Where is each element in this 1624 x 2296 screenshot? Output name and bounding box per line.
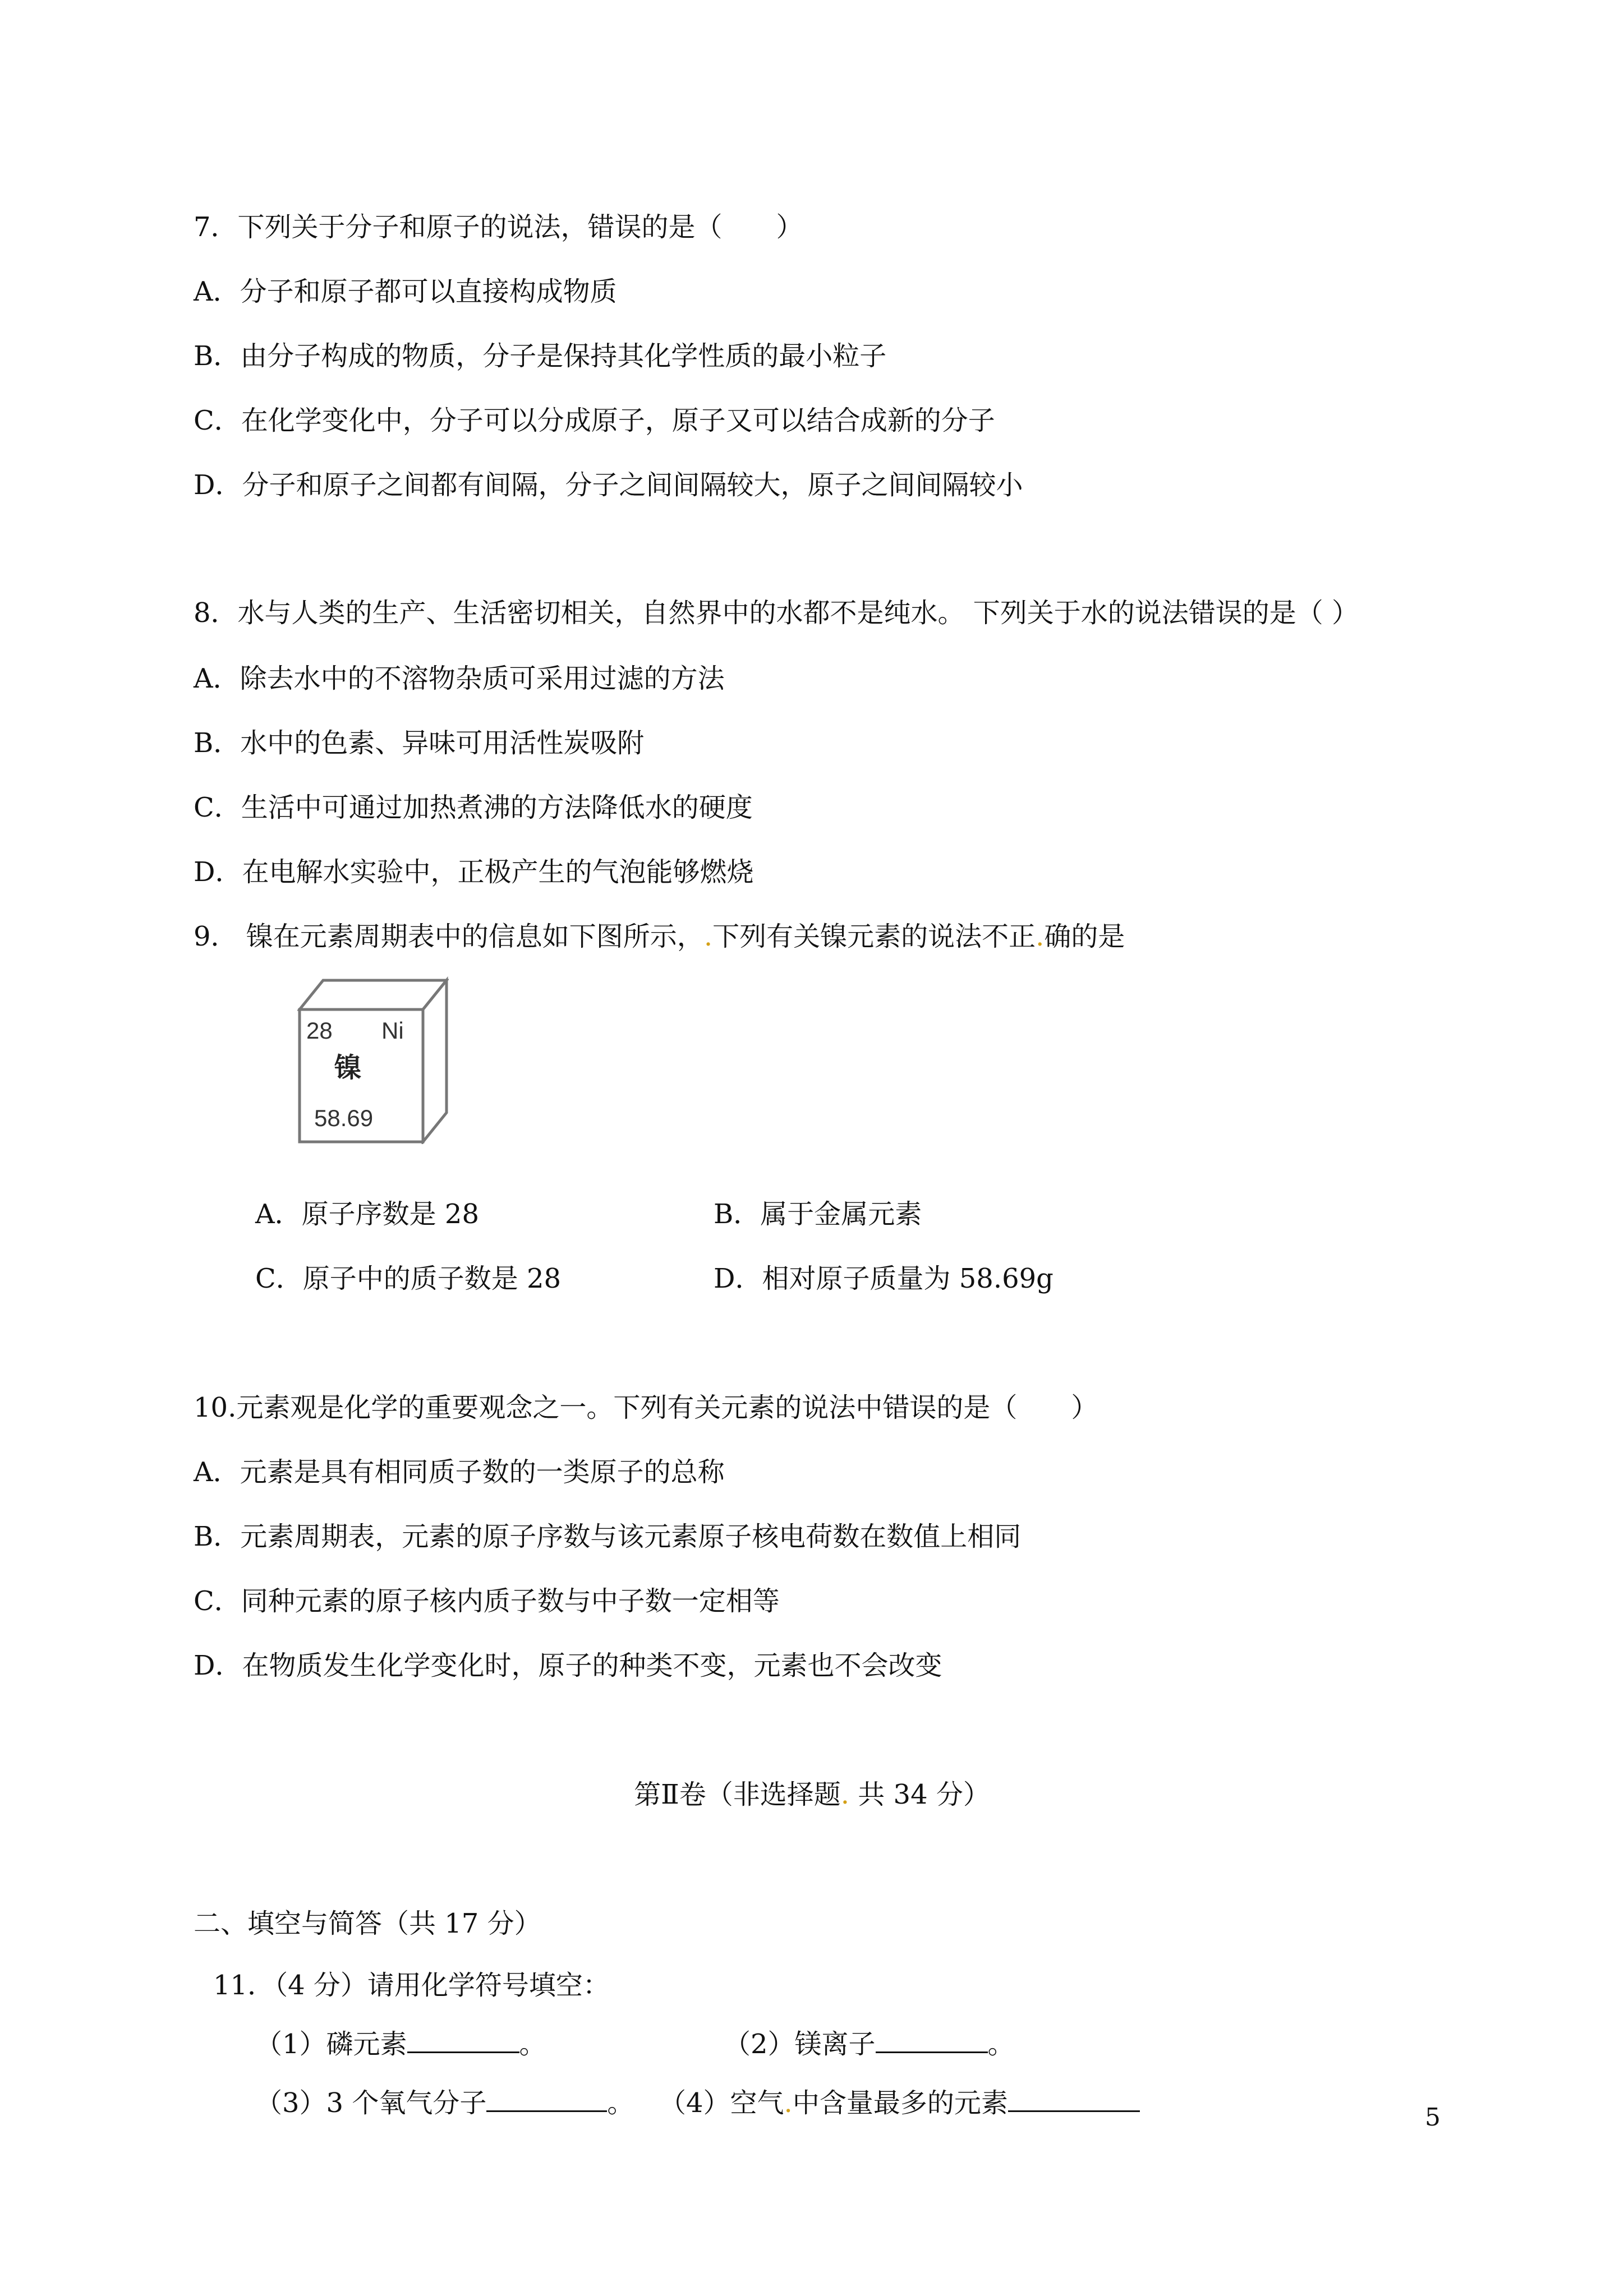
- section-2-title-part-b: 共 34 分）: [849, 1779, 990, 1810]
- question-11-item-3-label: （3）3 个氧气分子: [255, 2087, 487, 2119]
- question-9-option-d: D．相对原子质量为 58.69g: [714, 1263, 1053, 1294]
- page-number: 5: [1425, 2103, 1441, 2132]
- question-7-option-a: A．分子和原子都可以直接构成物质: [194, 276, 617, 307]
- question-7-option-c: C．在化学变化中，分子可以分成原子，原子又可以结合成新的分子: [194, 405, 995, 436]
- question-11-item-2-label: （2）镁离子: [724, 2028, 876, 2060]
- section-2-title: [0, 1778, 1624, 1811]
- question-11-item-1-end: 。: [519, 2028, 546, 2060]
- question-10-stem: 10.元素观是化学的重要观念之一。下列有关元素的说法中错误的是（ ）: [194, 1392, 1098, 1423]
- section-2-heading: 二、填空与简答（共 17 分）: [194, 1908, 541, 1939]
- emphasis-dot: .: [784, 2087, 793, 2119]
- periodic-table-element-tile: [297, 976, 449, 1144]
- question-8-option-d: D．在电解水实验中，正极产生的气泡能够燃烧: [194, 856, 754, 888]
- question-10-option-c: C．同种元素的原子核内质子数与中子数一定相等: [194, 1585, 780, 1617]
- question-11-item-4-label-b: 中含量最多的元素: [792, 2087, 1008, 2119]
- tile-side-face: [423, 980, 447, 1142]
- element-symbol: Ni: [381, 1017, 404, 1044]
- question-7-option-d: D．分子和原子之间都有间隔，分子之间间隔较大，原子之间间隔较小: [194, 469, 1023, 501]
- section-2-title-part-a: 第Ⅱ卷（非选择题: [634, 1779, 841, 1810]
- question-11-item-1-label: （1）磷元素: [255, 2028, 407, 2060]
- question-7-option-b: B．由分子构成的物质，分子是保持其化学性质的最小粒子: [194, 340, 887, 372]
- question-11-item-4-label-a: （4）空气: [659, 2087, 784, 2119]
- question-11-item-3-end: 。: [607, 2087, 634, 2119]
- answer-blank[interactable]: [486, 2088, 607, 2112]
- question-9-stem: [194, 920, 1125, 953]
- element-atomic-number: 28: [306, 1017, 333, 1044]
- question-11-stem: 11．（4 分）请用化学符号填空：: [213, 1970, 610, 2001]
- question-7-stem: 7．下列关于分子和原子的说法，错误的是（ ）: [194, 211, 803, 243]
- question-11-item-1: [255, 2027, 546, 2061]
- answer-blank[interactable]: [876, 2029, 988, 2053]
- emphasis-dot: .: [840, 1779, 850, 1810]
- question-9-stem-part-a: 9． 镍在元素周期表中的信息如下图所示，: [194, 921, 704, 952]
- element-atomic-mass: 58.69: [314, 1105, 374, 1131]
- question-8-option-c: C．生活中可通过加热煮沸的方法降低水的硬度: [194, 792, 753, 823]
- question-10-option-a: A．元素是具有相同质子数的一类原子的总称: [194, 1456, 725, 1488]
- question-10-option-b: B．元素周期表，元素的原子序数与该元素原子核电荷数在数值上相同: [194, 1521, 1022, 1552]
- question-11-item-4: [659, 2086, 1140, 2120]
- answer-blank[interactable]: [407, 2029, 519, 2053]
- emphasis-dot: .: [1036, 921, 1045, 952]
- question-9-option-b: B．属于金属元素: [714, 1198, 922, 1230]
- element-name: 镍: [334, 1052, 362, 1084]
- question-11-item-2: [724, 2027, 1015, 2061]
- question-8-stem: 8．水与人类的生产、生活密切相关，自然界中的水都不是纯水。 下列关于水的说法错误的是（ ）: [194, 597, 1359, 629]
- answer-blank[interactable]: [1008, 2088, 1140, 2112]
- question-10-option-d: D．在物质发生化学变化时，原子的种类不变，元素也不会改变: [194, 1650, 942, 1681]
- tile-top-face: [300, 980, 447, 1009]
- question-11-item-2-end: 。: [987, 2028, 1015, 2060]
- question-8-option-a: A．除去水中的不溶物杂质可采用过滤的方法: [194, 663, 725, 694]
- question-9-option-a: A．原子序数是 28: [255, 1198, 480, 1230]
- question-9-stem-part-b: 下列有关镍元素的说法不正: [712, 921, 1036, 952]
- question-9-stem-part-c: 确的是: [1044, 921, 1125, 952]
- emphasis-dot: .: [703, 921, 713, 952]
- question-11-item-3: [255, 2086, 634, 2120]
- question-8-option-b: B．水中的色素、异味可用活性炭吸附: [194, 727, 645, 759]
- question-9-option-c: C．原子中的质子数是 28: [255, 1263, 562, 1294]
